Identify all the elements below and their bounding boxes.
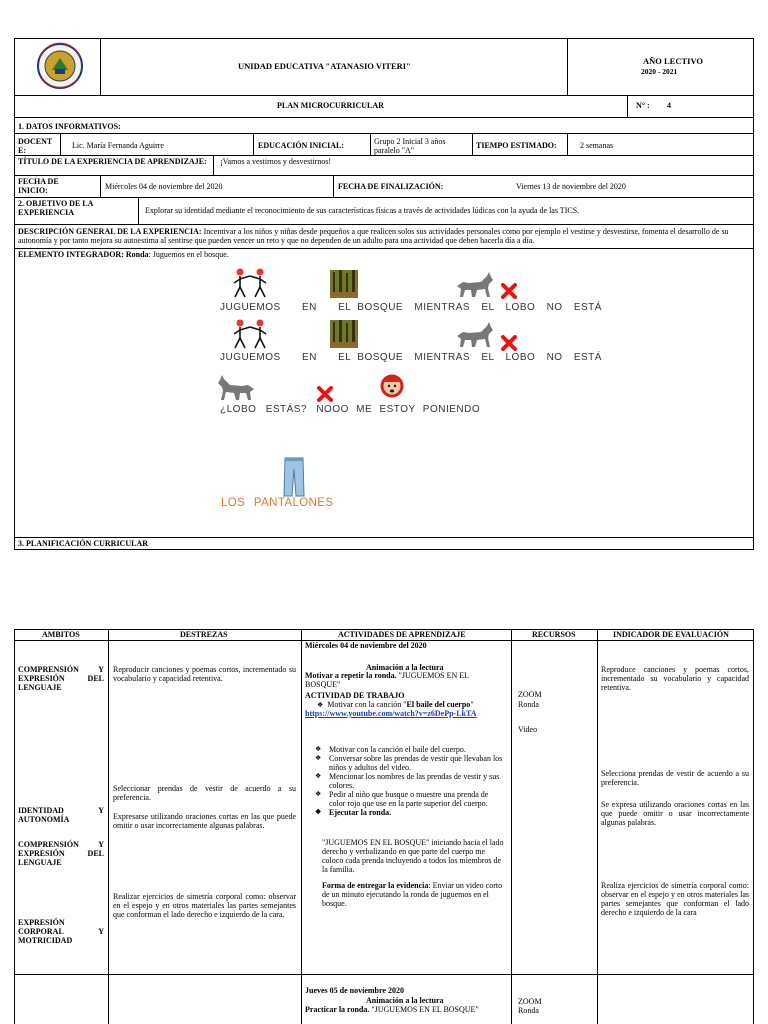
practicar-line: [305, 1005, 479, 1014]
pants-word: LOS: [221, 497, 246, 509]
picto-word: NO: [546, 302, 563, 313]
plan-title: PLAN MICROCURRICULAR: [277, 101, 384, 110]
picto-word: BOSQUE: [357, 302, 404, 313]
indicador-3: Se expresa utilizando oraciones cortas en las que puede omitir o usar incorrectamente algunas palabras.: [601, 800, 749, 827]
activity-bullet: ❖ Pedir al niño que busque o muestre una prenda de color rojo que use en la parte superior del cuerpo.: [315, 790, 505, 808]
cancion-pre: Motivar con la canción ": [327, 700, 407, 709]
number-label: N° :: [636, 101, 650, 110]
picto-word: EL: [481, 302, 495, 313]
inicio-value: Miércoles 04 de noviembre del 2020: [105, 182, 223, 191]
motivar-bold: Motivar a repetir la ronda.: [305, 671, 397, 680]
dressing-person-icon: [380, 374, 404, 400]
tiempo-label: TIEMPO ESTIMADO:: [476, 141, 557, 150]
picto-line-3: [220, 405, 480, 414]
motivar-line: [305, 671, 505, 689]
year-value: 2020 - 2021: [641, 67, 678, 76]
forest-icon: [330, 320, 358, 348]
entrega-text: [322, 881, 504, 908]
header-ambitos: AMBITOS: [42, 630, 80, 639]
destreza-3: Expresarse utilizando oraciones cortas en las que puede omitir o usar incorrectamente algunas palabras.: [113, 812, 296, 830]
wolf-icon: [216, 375, 256, 401]
activity-bullet: ❖ Motivar con la canción el baile del cuerpo.: [315, 745, 505, 754]
picto-word: ESTÁ: [573, 352, 602, 363]
ronda-text: "JUGUEMOS EN EL BOSQUE" iniciando hacia el lado derecho y verbalizando en que parte del cuerpo me coloco cada prenda incluyendo a todos los miembros de la familia.: [322, 838, 504, 874]
picto-word: EL: [481, 352, 495, 363]
picto-word: ESTOY: [379, 404, 416, 415]
picto-word: EL: [338, 352, 352, 363]
ambito-2: IDENTIDAD Y AUTONOMÍA: [18, 806, 104, 824]
anim-title: Animación a la lectura: [366, 663, 444, 672]
header-destrezas: DESTREZAS: [180, 630, 228, 639]
picto-word: BOSQUE: [357, 352, 404, 363]
recurso-ronda: Ronda: [518, 700, 539, 709]
tiempo-value: 2 semanas: [580, 141, 614, 150]
descripcion: [18, 227, 750, 245]
elemento-integrador: [18, 250, 229, 259]
titulo-label: TÍTULO DE LA EXPERIENCIA DE APRENDIZAJE:: [18, 157, 207, 166]
wolf-icon: [455, 322, 495, 348]
edu-label: EDUCACIÓN INICIAL:: [258, 141, 345, 150]
pants-word: PANTALONES: [253, 497, 334, 509]
recurso2-ronda: Ronda: [518, 1006, 539, 1015]
indicador-1: Reproduce canciones y poemas cortos, incrementado su vocabulario y capacidad retentiva.: [601, 665, 749, 692]
song-link[interactable]: https://www.youtube.com/watch?v=z6DePp-LkTA: [305, 709, 477, 718]
red-x-icon: [501, 283, 517, 299]
entrega-bold: Forma de entregar la evidencia: [322, 881, 429, 890]
wolf-icon: [455, 272, 495, 298]
motivar-text: "JUGUEMOS EN EL BOSQUE": [305, 671, 469, 689]
picto-word: EN: [301, 352, 317, 363]
docente-value: Lic. María Fernanda Aguirre: [72, 141, 164, 150]
picto-word: NO: [546, 352, 563, 363]
objetivo-value: Explorar su identidad mediante el reconocimiento de sus características físicas a través de actividades lúdicas con la ayuda de las TICS.: [145, 206, 580, 215]
cancion-line: ❖ Motivar con la canción "El baile del cuerpo": [317, 700, 474, 709]
cancion-title: El baile del cuerpo: [406, 700, 471, 709]
picto-line-2: [220, 353, 602, 362]
pants-icon: [283, 457, 305, 497]
picto-line-1: [220, 303, 602, 312]
day-2: Jueves 05 de noviembre 2020: [305, 986, 404, 995]
fin-value: Viernes 13 de noviembre del 2020: [516, 182, 626, 191]
fin-label: FECHA DE FINALIZACIÓN:: [338, 182, 444, 191]
edu-value: Grupo 2 Inicial 3 años paralelo "A": [374, 137, 446, 155]
recurso-video: Video: [518, 725, 538, 734]
descripcion-value: Incentivar a los niños y niñas desde pequeños a que realicen solos sus actividades personales como por ejemplo el vestirse y desvestirse, fomenta el desarrollo de su autonomía y por tanto mejora su autoestima al sentirse que pueden vencer un reto y que no dependen de un adulto para una actividad que deben hacerla día a día.: [18, 227, 729, 245]
year-label: AÑO LECTIVO: [643, 56, 704, 66]
titulo-value: ¡Vamos a vestirnos y desvestirnos!: [220, 157, 332, 166]
actividad-title: ACTIVIDAD DE TRABAJO: [305, 691, 405, 700]
destreza-1: Reproducir canciones y poemas cortos, incrementado su vocabulario y capacidad retentiva.: [113, 665, 296, 683]
destreza-4: Realizar ejercicios de simetría corporal como: observar en el espejo y en otros materiales las partes semejantes que conforman el lado derecho e izquierdo de la cara.: [113, 892, 296, 919]
school-logo: [30, 40, 90, 92]
section-datos: 1. DATOS INFORMATIVOS:: [18, 122, 121, 131]
children-playing-icon: [232, 318, 268, 350]
header-actividades: ACTIVIDADES DE APRENDIZAJE: [338, 630, 466, 639]
elemento-value: : Juguemos en el bosque.: [148, 250, 229, 259]
inicio-label: FECHA DE INICIO:: [18, 177, 59, 195]
destreza-2: Seleccionar prendas de vestir de acuerdo a su preferencia.: [113, 784, 296, 802]
picto-word: ESTÁ: [573, 302, 602, 313]
red-x-icon: [317, 386, 333, 402]
recurso2-zoom: ZOOM: [518, 997, 542, 1006]
anim-title-2: Animación a la lectura: [366, 996, 444, 1005]
elemento-label: ELEMENTO INTEGRADOR:: [18, 250, 124, 259]
objetivo-label: 2. OBJETIVO DE LA EXPERIENCIA: [18, 199, 93, 217]
elemento-bold: Ronda: [125, 250, 149, 259]
docente-label: DOCENT E:: [18, 137, 53, 155]
picto-word: ¿LOBO: [220, 404, 257, 415]
activity-bullet: ❖ Conversar sobre las prendas de vestir que llevaban los niños y adultos del video.: [315, 754, 505, 772]
ambito-1: COMPRENSIÓN Y EXPRESIÓN DEL LENGUAJE: [18, 665, 104, 692]
indicador-4: Realiza ejercicios de simetría corporal como: observar en el espejo y en otros materiales las partes semejantes que conforman el lado derecho e izquierdo de la cara: [601, 881, 749, 917]
school-name: UNIDAD EDUCATIVA "ATANASIO VITERI": [238, 61, 411, 71]
picto-word: EL: [338, 302, 352, 313]
practicar-text: "JUGUEMOS EN EL BOSQUE": [369, 1005, 479, 1014]
ambito-4: EXPRESIÓN CORPORAL Y MOTRICIDAD: [18, 918, 104, 945]
header-indicador: INDICADOR DE EVALUACIÓN: [613, 630, 729, 639]
recurso-zoom: ZOOM: [518, 690, 542, 699]
picto-word: MIENTRAS: [414, 352, 471, 363]
children-playing-icon: [232, 267, 268, 299]
activity-bullet: ❖ Mencionar los nombres de las prendas de vestir y sus colores.: [315, 772, 505, 790]
picto-word: JUGUEMOS: [220, 302, 281, 313]
picto-word: LOBO: [505, 302, 536, 313]
picto-word: JUGUEMOS: [220, 352, 281, 363]
picto-word: PONIENDO: [422, 404, 481, 415]
picto-word: LOBO: [505, 352, 536, 363]
red-x-icon: [501, 335, 517, 351]
activity-bullets: [305, 745, 505, 817]
pants-caption: [221, 497, 333, 510]
descripcion-label: DESCRIPCIÓN GENERAL DE LA EXPERIENCIA:: [18, 227, 202, 236]
number-value: 4: [667, 101, 671, 110]
forest-icon: [330, 270, 358, 298]
activity-bullet: ❖ Ejecutar la ronda.: [315, 808, 505, 817]
cancion-post: ": [470, 700, 474, 709]
picto-word: ESTÁS?: [265, 404, 308, 415]
picto-word: EN: [301, 302, 317, 313]
picto-word: NOOO: [316, 404, 349, 415]
day-1: Miércoles 04 de noviembre del 2020: [305, 641, 427, 650]
section-planificacion: 3. PLANIFICACIÓN CURRICULAR: [18, 539, 149, 548]
header-recursos: RECURSOS: [532, 630, 576, 639]
ambito-3: COMPRENSIÓN Y EXPRESIÓN DEL LENGUAJE: [18, 840, 104, 867]
entrega-value: : Enviar un video corto de un minuto ejecutando la ronda de juguemos en el bosque.: [322, 881, 503, 908]
picto-word: ME: [356, 404, 373, 415]
picto-word: MIENTRAS: [414, 302, 471, 313]
indicador-2: Selecciona prendas de vestir de acuerdo a su preferencia.: [601, 769, 749, 787]
practicar-bold: Practicar la ronda.: [305, 1005, 370, 1014]
